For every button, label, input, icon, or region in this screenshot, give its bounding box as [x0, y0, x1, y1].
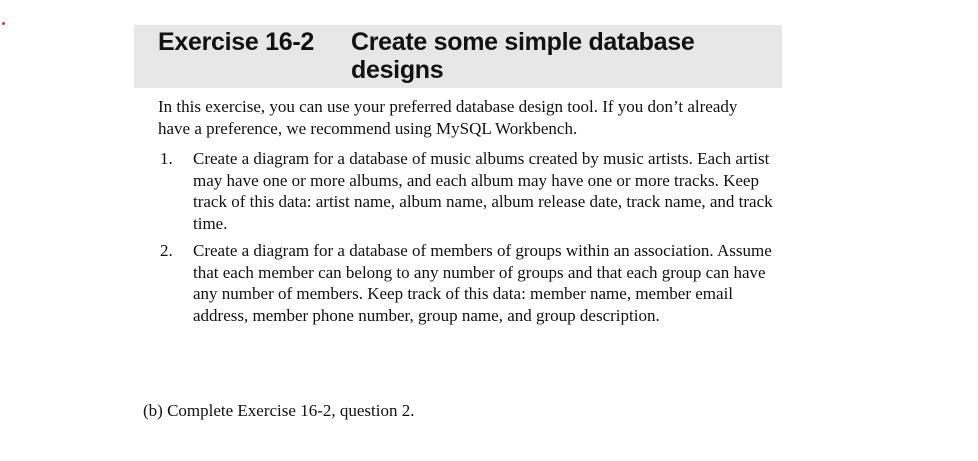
marker-dot	[2, 22, 5, 25]
step-number: 1.	[160, 149, 173, 168]
exercise-steps	[158, 148, 778, 332]
step-text: Create a diagram for a database of music albums created by music artists. Each artist may have one or more albums, and each album may have one or more tracks. Keep track of this data: artist name, album name, album release date, track name, and track time.	[193, 149, 773, 233]
exercise-step	[158, 240, 778, 326]
step-text: Create a diagram for a database of members of groups within an association. Assume that each member can belong to any number of groups and that each group can have any number of members. Keep track of this data: member name, member email address, member phone number, group name, and group description.	[193, 241, 772, 325]
step-number: 2.	[160, 241, 173, 260]
exercise-label: Exercise 16-2	[158, 28, 314, 56]
exercise-title: Create some simple database designs	[351, 28, 695, 84]
question-prompt: (b) Complete Exercise 16-2, question 2.	[143, 401, 415, 420]
exercise-intro: In this exercise, you can use your preferred database design tool. If you don’t already have a preference, we recommend using MySQL Workbench.	[158, 97, 738, 138]
exercise-header	[134, 25, 782, 88]
exercise-step	[158, 148, 778, 234]
